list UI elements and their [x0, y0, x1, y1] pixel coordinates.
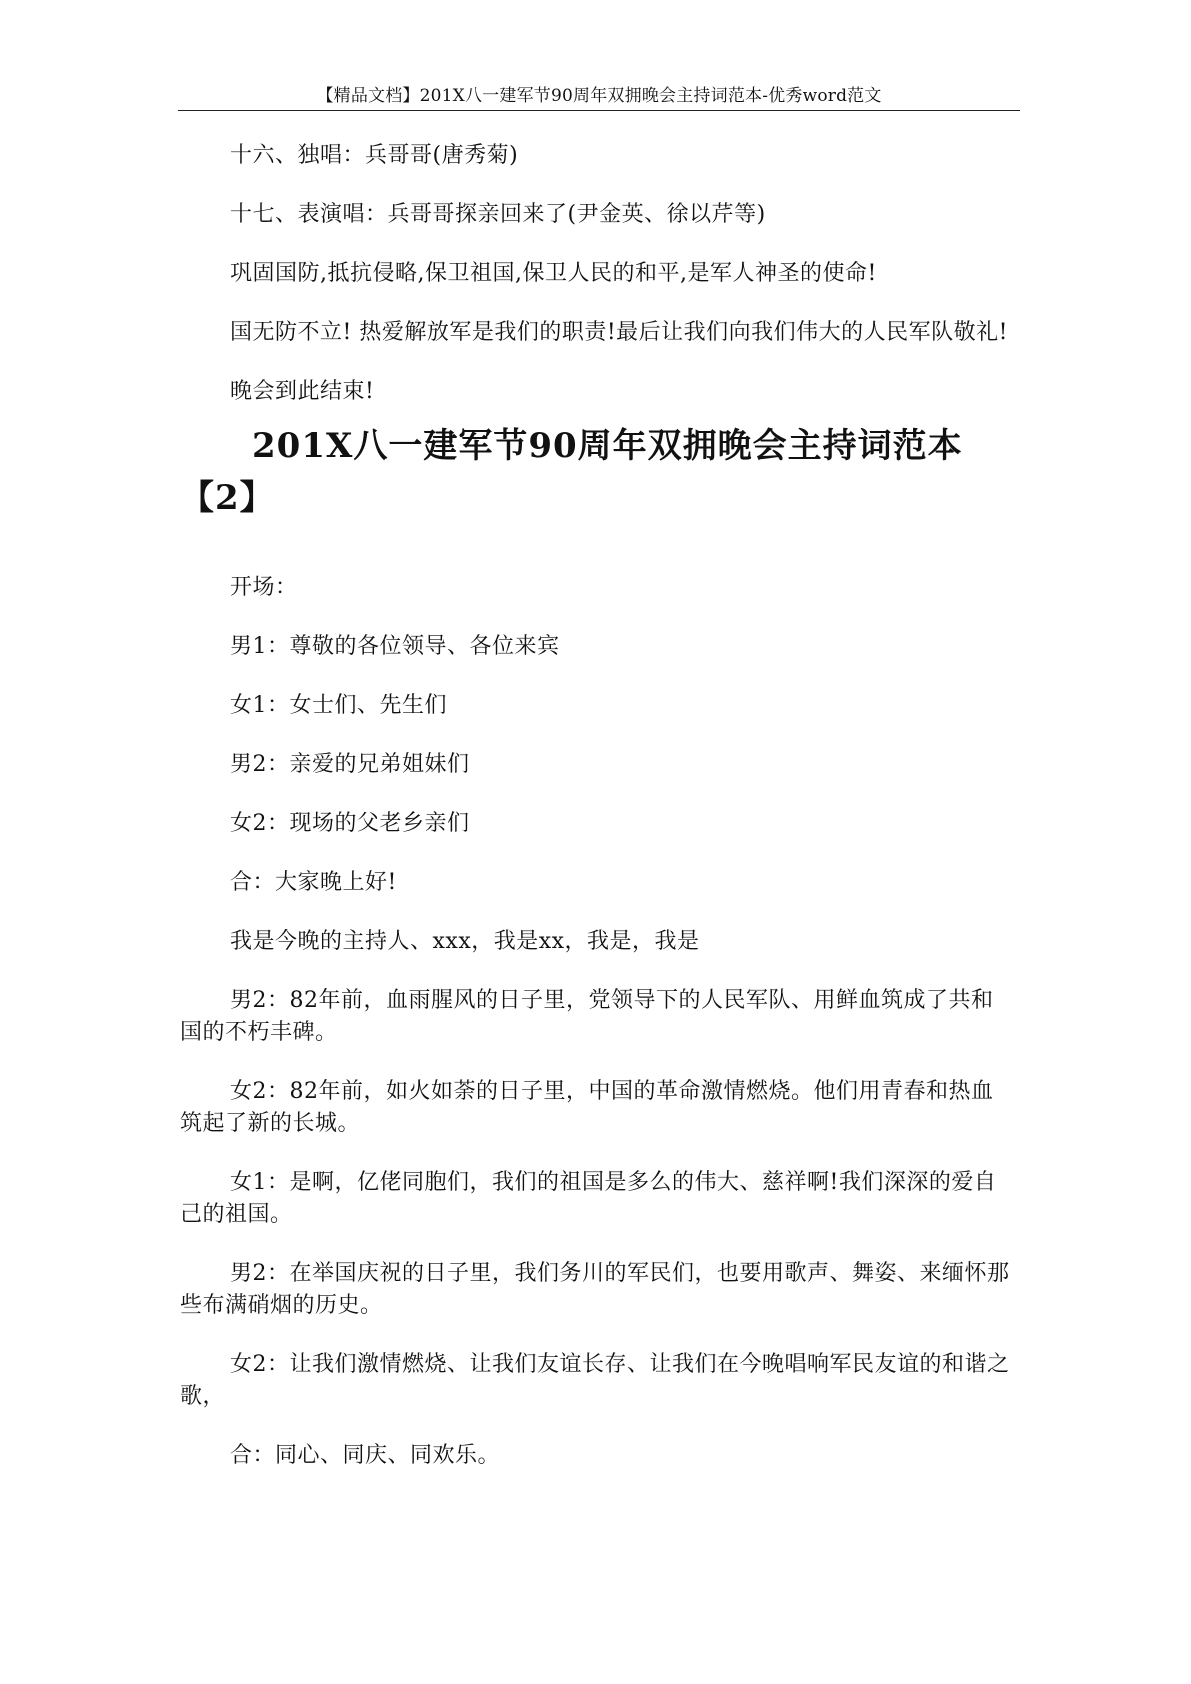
- paragraph: 女2：82年前，如火如荼的日子里，中国的革命激情燃烧。他们用青春和热血筑起了新的长城。: [180, 1079, 994, 1136]
- header-divider: [178, 110, 1020, 111]
- paragraph: 国无防不立! 热爱解放军是我们的职责!最后让我们向我们伟大的人民军队敬礼!: [230, 320, 1009, 345]
- page-header: 【精品文档】201X八一建军节90周年双拥晚会主持词范本-优秀word范文: [316, 86, 882, 106]
- paragraph: 男1：尊敬的各位领导、各位来宾: [230, 634, 560, 659]
- paragraph: 女2：让我们激情燃烧、让我们友谊长存、让我们在今晚唱响军民友谊的和谐之歌，: [180, 1352, 1010, 1409]
- paragraph: 男2：亲爱的兄弟姐妹们: [230, 752, 470, 777]
- paragraph: 男2：82年前，血雨腥风的日子里，党领导下的人民军队、用鲜血筑成了共和国的不朽丰碑。: [180, 988, 994, 1045]
- paragraph: 女2：现场的父老乡亲们: [230, 811, 470, 836]
- paragraph: 我是今晚的主持人、xxx，我是xx，我是，我是: [230, 929, 700, 954]
- paragraph: 开场：: [230, 575, 298, 600]
- paragraph: 巩固国防,抵抗侵略,保卫祖国,保卫人民的和平,是军人神圣的使命!: [230, 261, 877, 286]
- paragraph: 女1：女士们、先生们: [230, 693, 447, 718]
- section-title: 201X八一建军节90周年双拥晚会主持词范本【2】: [180, 426, 963, 518]
- paragraph: 十六、独唱：兵哥哥(唐秀菊): [230, 143, 519, 168]
- paragraph: 合：大家晚上好!: [230, 870, 397, 895]
- paragraph: 晚会到此结束!: [230, 379, 375, 404]
- paragraph: 女1：是啊，亿佬同胞们，我们的祖国是多么的伟大、慈祥啊!我们深深的爱自己的祖国。: [180, 1170, 997, 1227]
- paragraph: 合：同心、同庆、同欢乐。: [230, 1443, 501, 1468]
- paragraph: 男2：在举国庆祝的日子里，我们务川的军民们，也要用歌声、舞姿、来缅怀那些布满硝烟的历史。: [180, 1261, 1010, 1318]
- paragraph: 十七、表演唱：兵哥哥探亲回来了(尹金英、徐以芹等): [230, 202, 766, 227]
- document-body: [180, 140, 1010, 1499]
